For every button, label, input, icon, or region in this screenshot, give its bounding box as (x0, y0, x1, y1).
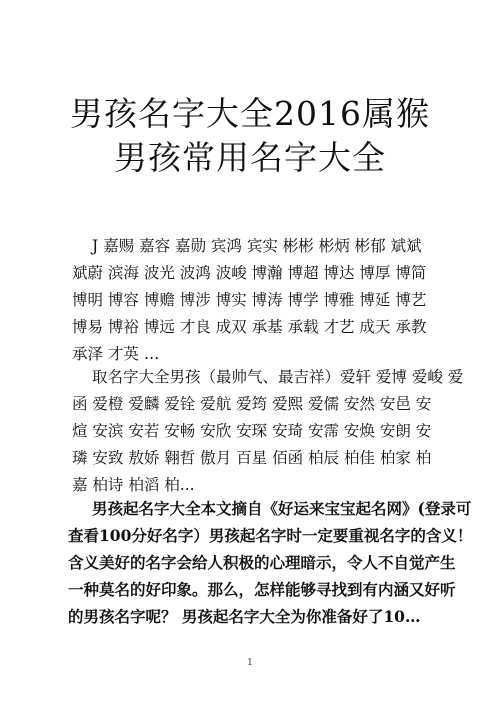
paragraph-line: 斌蔚 滨海 波光 波鸿 波峻 博瀚 博超 博达 博厚 博简 (72, 264, 427, 282)
title-line-1: 男孩名字大全2016属猴 (70, 94, 430, 133)
document-title (0, 92, 500, 180)
paragraph-line: 承泽 才英 … (72, 345, 160, 363)
paragraph-line: 嘉 柏诗 柏滔 柏... (72, 476, 195, 494)
paragraph-line: 一种莫名的好印象。那么，怎样能够寻找到有内涵又好听 (68, 580, 456, 599)
paragraph-line: 璘 安致 敖娇 翱哲 傲月 百星 佰函 柏辰 柏佳 柏家 柏 (72, 449, 432, 467)
page-number: 1 (247, 658, 253, 668)
paragraph-line: 的男孩名字呢？ 男孩起名字大全为你准备好了10… (68, 607, 421, 626)
paragraph-line: 查看100分好名字）男孩起名字时一定要重视名字的含义！ (68, 526, 473, 545)
paragraph-best-names (72, 364, 464, 499)
paragraph-line: 博明 博容 博赡 博涉 博实 博涛 博学 博雅 博延 博艺 (72, 291, 427, 309)
paragraph-line: 煊 安滨 安若 安畅 安欣 安琛 安琦 安霈 安焕 安朗 安 (72, 422, 432, 440)
paragraph-line: 取名字大全男孩（最帅气、最吉祥）爱轩 爱博 爱峻 爱 (92, 368, 464, 386)
paragraph-line: 函 爱橙 爱麟 爱铨 爱航 爱筠 爱熙 爱儒 安然 安邑 安 (72, 395, 432, 413)
paragraph-names-list (72, 233, 427, 368)
paragraph-article-excerpt (68, 495, 473, 630)
paragraph-line: 含义美好的名字会给人积极的心理暗示，令人不自觉产生 (68, 553, 456, 572)
paragraph-line: 男孩起名字大全本文摘自《好运来宝宝起名网》(登录可 (92, 499, 472, 518)
paragraph-line: J 嘉赐 嘉容 嘉勋 宾鸿 宾实 彬彬 彬炳 彬郁 斌斌 (92, 237, 422, 255)
paragraph-line: 博易 博裕 博远 才良 成双 承基 承载 才艺 成天 承教 (72, 318, 427, 336)
title-line-2: 男孩常用名字大全 (114, 138, 386, 177)
